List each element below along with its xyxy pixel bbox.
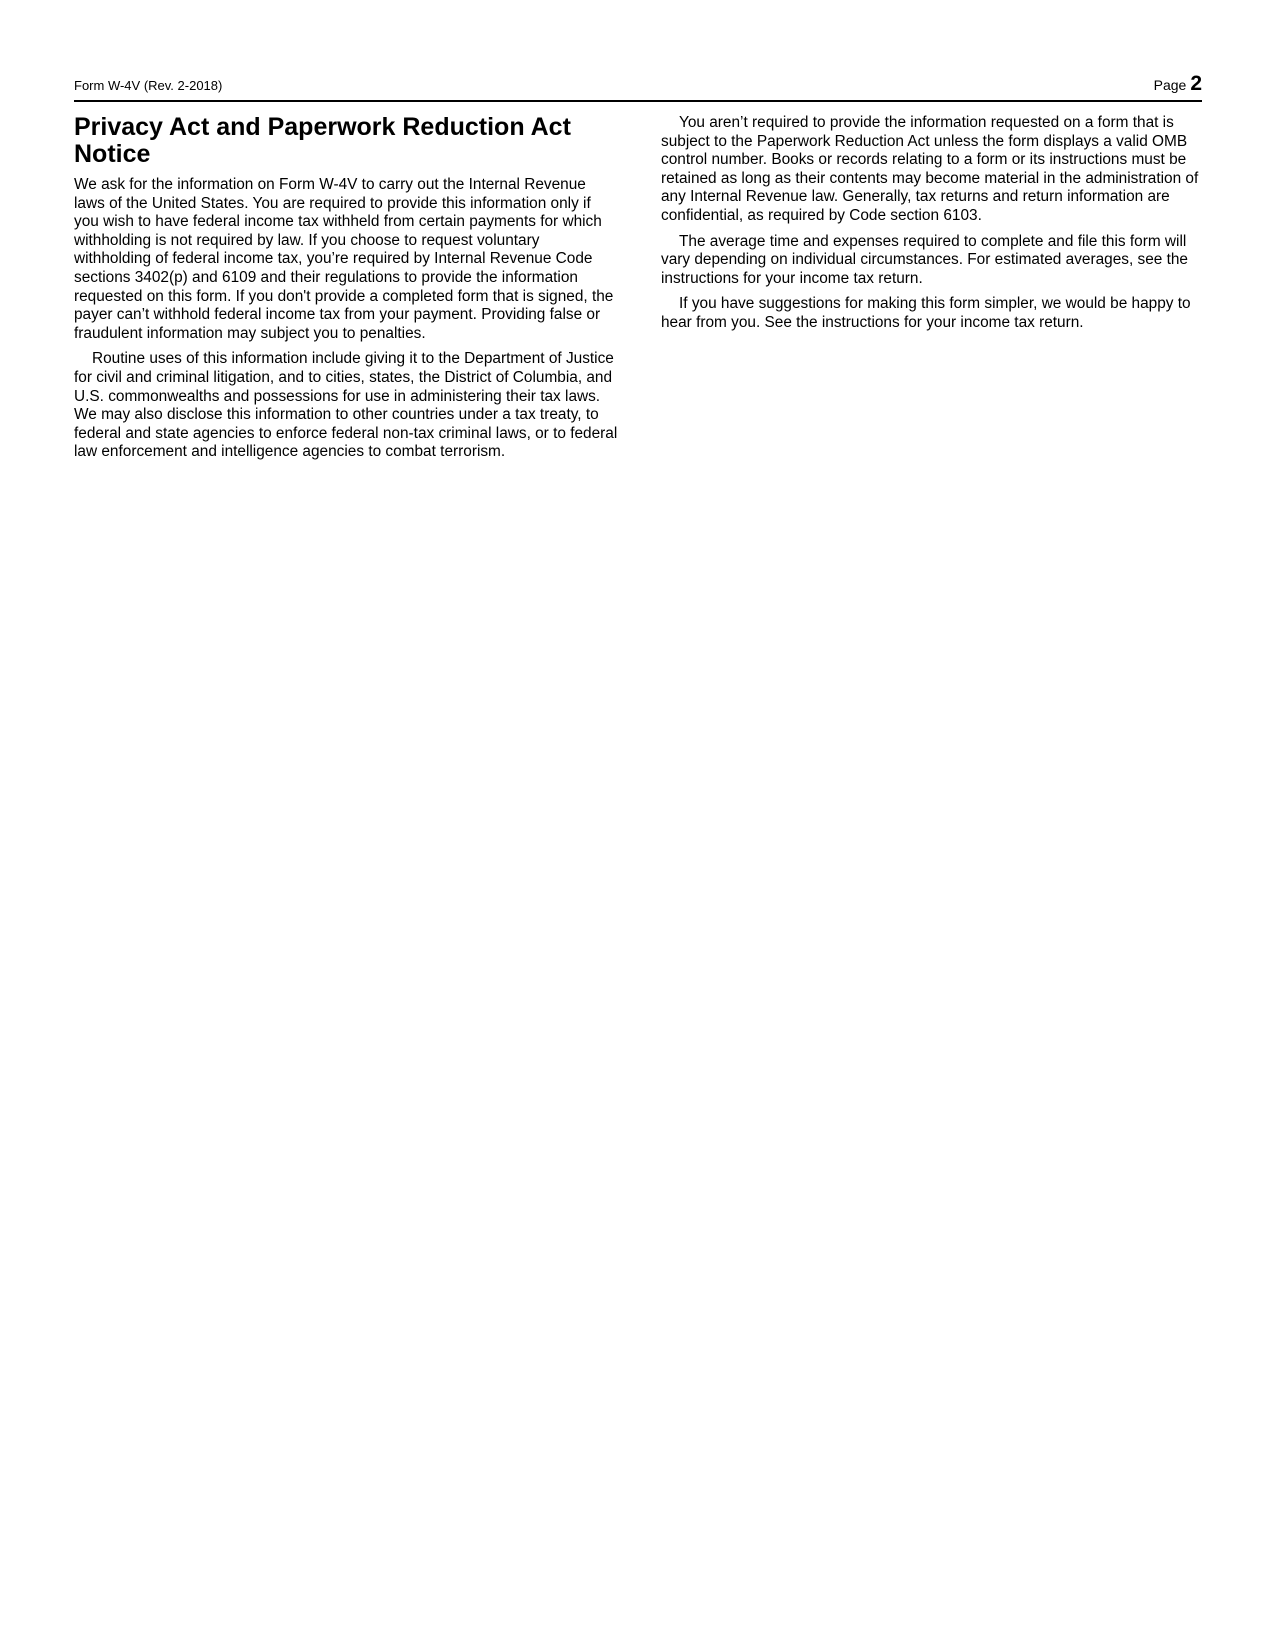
page-number: 2 xyxy=(1190,72,1202,95)
section-heading: Privacy Act and Paperwork Reduction Act Notice xyxy=(74,113,571,168)
left-column xyxy=(74,114,619,469)
page-word: Page xyxy=(1153,77,1187,93)
form-id: Form W-4V (Rev. 2-2018) xyxy=(74,78,223,93)
page-header xyxy=(74,74,1202,102)
right-column xyxy=(661,114,1202,340)
paragraph-paperwork-reduction: You aren’t required to provide the information requested on a form that is subject to the Paperwork Reduction Act unless the form displays a valid OMB control number. Books or records relating to a form or its instructions must be retained as long as their contents may become material in the administration of any Internal Revenue law. Generally, tax returns and return information are confidential, as required by Code section 6103. xyxy=(661,114,1199,224)
paragraph-time-estimate: The average time and expenses required to complete and file this form will vary depending on individual circumstances. For estimated averages, see the instructions for your income tax return. xyxy=(661,232,1188,287)
paragraph-suggestions: If you have suggestions for making this form simpler, we would be happy to hear from you. See the instructions for your income tax return. xyxy=(661,295,1191,331)
paragraph-privacy-act: We ask for the information on Form W-4V to carry out the Internal Revenue laws of the United States. You are required to provide this information only if you wish to have federal income tax withheld from certain payments for which withholding is not required by law. If you choose to request voluntary withholding of federal income tax, you’re required by Internal Revenue Code sections 3402(p) and 6109 and their regulations to provide the information requested on this form. If you don't provide a completed form that is signed, the payer can’t withhold federal income tax from your payment. Providing false or fraudulent information may subject you to penalties. xyxy=(74,176,614,342)
paragraph-routine-uses: Routine uses of this information include giving it to the Department of Justice for civil and criminal litigation, and to cities, states, the District of Columbia, and U.S. commonwealths and possessions for use in administering their tax laws. We may also disclose this information to other countries under a tax treaty, to federal and state agencies to enforce federal non-tax criminal laws, or to federal law enforcement and intelligence agencies to combat terrorism. xyxy=(74,350,618,461)
page-indicator xyxy=(1154,72,1202,98)
